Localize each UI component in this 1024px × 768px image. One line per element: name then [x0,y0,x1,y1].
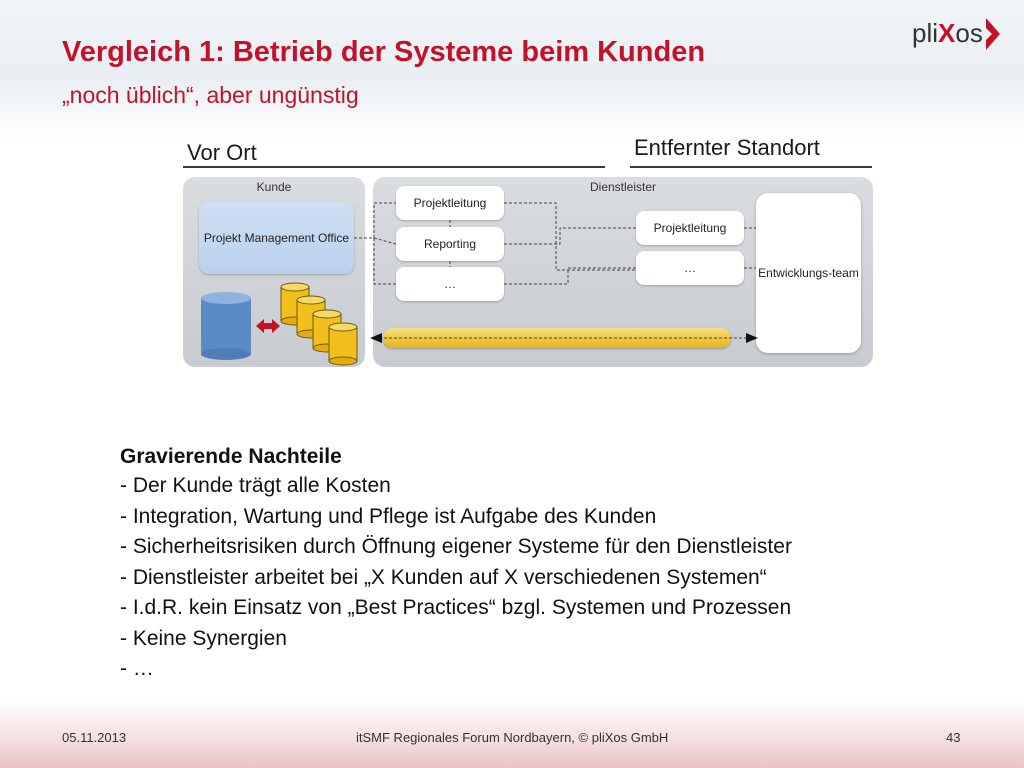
disadvantage-item: - Dienstleister arbeitet bei „X Kunden auf X verschiedenen Systemen“ [120,565,767,589]
logo-text-a: pli [912,18,939,48]
disadvantage-item: - Keine Synergien [120,626,287,650]
projektleitung-box-right: Projektleitung [636,211,744,245]
bidirectional-arrow-icon [256,319,280,333]
footer-event: itSMF Regionales Forum Nordbayern, © pliXos GmbH [356,730,669,745]
disadvantage-item: - Der Kunde trägt alle Kosten [120,474,391,497]
slide-subtitle: „noch üblich“, aber ungünstig [62,82,359,108]
dienstleister-label: Dienstleister [589,180,657,194]
reporting-box: Reporting [396,227,504,261]
pmo-box: Projekt Management Office [199,202,354,274]
connector-lines [354,203,756,338]
database-icon [201,292,251,360]
disadvantages-heading: Gravierende Nachteile [120,445,342,468]
disadvantages-section [120,445,792,685]
ellipsis-box-left: … [396,267,504,301]
disadvantage-item: - I.d.R. kein Einsatz von „Best Practices“ bzgl. Systemen und Prozessen [120,596,792,619]
entwicklungsteam-box: Entwicklungs-team [756,193,861,353]
stacked-databases-icon [281,283,357,365]
entfernter-standort-heading: Entfernter Standort [634,135,820,160]
pipe-arrow-left-icon [370,333,382,343]
vor-ort-heading: Vor Ort [187,140,257,165]
slide-title: Vergleich 1: Betrieb der Systeme beim Kunden [62,36,706,68]
disadvantage-item: - Sicherheitsrisiken durch Öffnung eigener Systeme für den Dienstleister [120,535,792,558]
page-number: 43 [946,730,961,745]
logo-text-b: os [955,18,983,48]
kunde-label: Kunde [256,180,292,194]
footer-date: 05.11.2013 [62,730,127,745]
projektleitung-box-left: Projektleitung [396,186,504,220]
disadvantage-item: - Integration, Wartung und Pflege ist Aufgabe des Kunden [120,504,657,528]
disadvantage-item: - … [120,657,154,680]
pipe-arrow-right-icon [746,333,758,343]
ellipsis-box-right: … [636,251,744,285]
logo-text-x: X [938,18,956,48]
